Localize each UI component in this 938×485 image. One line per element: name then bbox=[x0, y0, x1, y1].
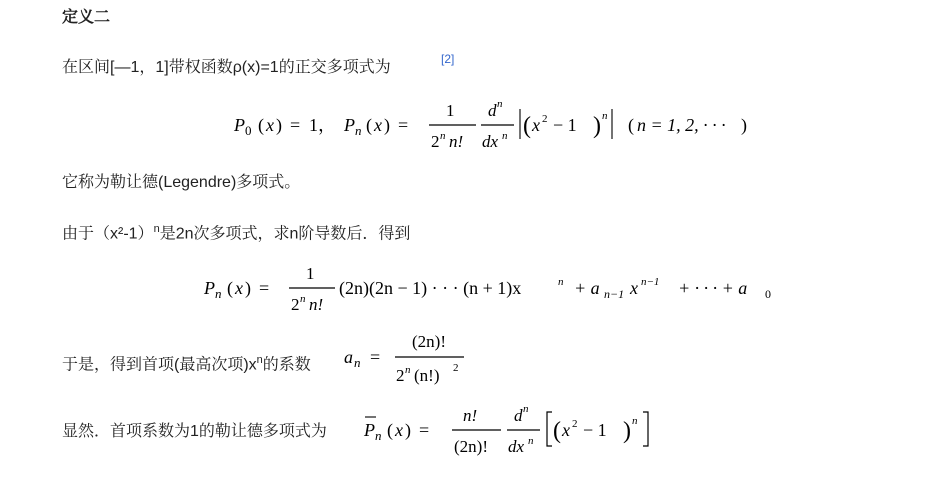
formula-paren: ) bbox=[623, 418, 631, 444]
formula-paren: ( bbox=[387, 420, 393, 440]
formula-monic-legendre bbox=[360, 400, 660, 462]
formula-paren: ) bbox=[245, 278, 251, 298]
formula-exponent: n bbox=[632, 415, 638, 427]
formula-variable: x bbox=[562, 420, 570, 440]
section-heading: 定义二 bbox=[62, 9, 111, 26]
formula-symbol: P bbox=[204, 278, 215, 298]
formula-subscript: n bbox=[375, 428, 382, 443]
derivative-denominator: dx bbox=[482, 132, 499, 151]
formula-term: − 1 bbox=[553, 115, 577, 135]
formula-variable: x bbox=[532, 115, 540, 135]
formula-expansion bbox=[200, 258, 790, 320]
formula-paren: ( bbox=[258, 115, 264, 135]
derivative-exponent: n bbox=[528, 435, 534, 447]
naming-text: 它称为勒让德(Legendre)多项式。 bbox=[62, 174, 301, 191]
formula-paren: ) bbox=[405, 420, 411, 440]
bracket-right bbox=[643, 412, 648, 446]
formula-paren: ( bbox=[523, 113, 531, 139]
formula-subscript: n bbox=[355, 123, 362, 138]
degree-note-exponent: n bbox=[153, 223, 160, 235]
formula-term: − 1 bbox=[583, 420, 607, 440]
formula-exponent: n bbox=[558, 276, 564, 288]
formula-paren: ) bbox=[741, 115, 747, 135]
formula-term: + a bbox=[574, 278, 600, 298]
formula-exponent: 2 bbox=[572, 418, 578, 430]
fraction-denominator: (n!) bbox=[414, 366, 440, 385]
derivative-exponent: n bbox=[497, 98, 503, 110]
formula-condition: n = 1, 2, · · · bbox=[637, 115, 726, 135]
fraction-exponent: n bbox=[405, 364, 411, 376]
derivative-exponent: n bbox=[523, 403, 529, 415]
formula-subscript: n bbox=[354, 355, 361, 370]
derivative-exponent: n bbox=[502, 130, 508, 142]
degree-note-prefix: 由于（x²-1） bbox=[62, 225, 154, 243]
formula-paren: ( bbox=[628, 115, 634, 135]
leading-coefficient-text bbox=[62, 350, 311, 375]
formula-symbol: P bbox=[364, 420, 375, 440]
fraction-denominator: 2 bbox=[431, 132, 440, 151]
fraction-numerator: (2n)! bbox=[412, 332, 446, 351]
monic-text: 显然．首项系数为1的勒让德多项式为 bbox=[62, 423, 327, 440]
formula-subscript: n−1 bbox=[604, 287, 625, 301]
formula-variable: x bbox=[266, 115, 274, 135]
formula-equals: = bbox=[419, 420, 430, 440]
formula-variable: x bbox=[374, 115, 382, 135]
formula-equals: = bbox=[290, 115, 301, 135]
fraction-denominator: 2 bbox=[396, 366, 405, 385]
fraction-denominator: n! bbox=[309, 295, 324, 314]
formula-paren: ( bbox=[366, 115, 372, 135]
fraction-exponent: n bbox=[440, 130, 446, 142]
bracket-left bbox=[547, 412, 552, 446]
formula-separator: ， bbox=[318, 115, 336, 135]
formula-paren: ) bbox=[384, 115, 390, 135]
fraction-numerator: 1 bbox=[306, 264, 315, 283]
formula-symbol: a bbox=[344, 347, 353, 367]
fraction-numerator: n! bbox=[463, 406, 478, 425]
leading-exponent: n bbox=[256, 354, 263, 366]
leading-prefix: 于是，得到首项(最高次项)x bbox=[62, 356, 257, 374]
fraction-denominator: (2n)! bbox=[454, 437, 488, 456]
derivative-denominator: dx bbox=[508, 437, 525, 456]
formula-exponent: 2 bbox=[542, 113, 548, 125]
formula-subscript: n bbox=[215, 286, 222, 301]
formula-product: (2n)(2n − 1) · · · (n + 1)x bbox=[339, 278, 522, 298]
formula-equals: = bbox=[370, 347, 381, 367]
formula-exponent: n−1 bbox=[641, 276, 660, 288]
fraction-denominator: n! bbox=[449, 132, 464, 151]
degree-note bbox=[62, 219, 410, 244]
formula-variable: x bbox=[235, 278, 243, 298]
degree-note-suffix: 是2n次多项式，求n阶导数后．得到 bbox=[159, 225, 411, 243]
formula-subscript: 0 bbox=[765, 287, 771, 301]
fraction-numerator: 1 bbox=[446, 101, 455, 120]
fraction-exponent: n bbox=[300, 293, 306, 305]
derivative-numerator: d bbox=[488, 101, 497, 120]
formula-paren: ( bbox=[227, 278, 233, 298]
formula-paren: ( bbox=[553, 418, 561, 444]
formula-symbol: P bbox=[344, 115, 355, 135]
formula-subscript: 0 bbox=[245, 123, 252, 138]
formula-variable: x bbox=[395, 420, 403, 440]
formula-exponent: n bbox=[602, 110, 608, 122]
formula-legendre-definition bbox=[230, 95, 770, 157]
fraction-denominator: 2 bbox=[291, 295, 300, 314]
formula-leading-coefficient bbox=[340, 325, 475, 393]
formula-variable: x bbox=[630, 278, 638, 298]
formula-equals: = bbox=[398, 115, 409, 135]
intro-text: 在区间[—1，1]带权函数ρ(x)=1的正交多项式为 bbox=[62, 59, 391, 76]
formula-paren: ) bbox=[593, 113, 601, 139]
formula-term: + · · · + a bbox=[678, 278, 748, 298]
derivative-numerator: d bbox=[514, 406, 523, 425]
fraction-exponent: 2 bbox=[453, 362, 459, 374]
formula-equals: = bbox=[259, 278, 270, 298]
formula-value: 1 bbox=[309, 115, 318, 135]
citation-link[interactable]: [2] bbox=[441, 52, 455, 66]
leading-suffix: 的系数 bbox=[262, 356, 311, 374]
formula-paren: ) bbox=[276, 115, 282, 135]
formula-symbol: P bbox=[234, 115, 245, 135]
